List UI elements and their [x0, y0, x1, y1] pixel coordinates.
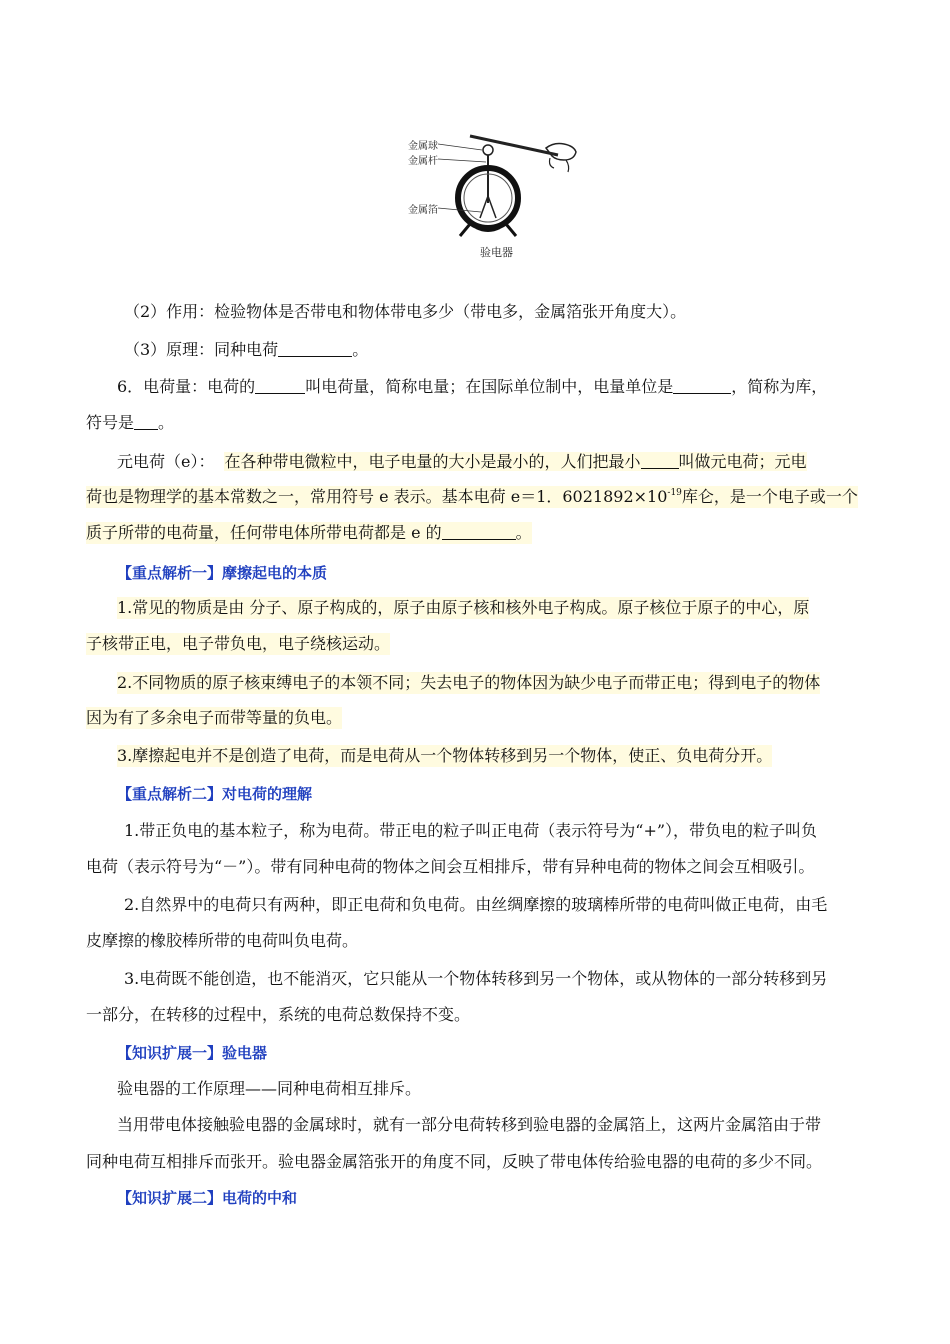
fill-blank[interactable] [278, 340, 352, 357]
text-line-constant [86, 486, 858, 508]
text-line-principle [124, 339, 368, 361]
paragraph-line: 1.常见的物质是由 分子、原子构成的，原子由原子核和核外电子构成。原子核位于原子的中心，原 [117, 598, 810, 617]
text: 叫电荷量，简称电量；在国际单位制中，电量单位是 [305, 377, 674, 396]
text: 库仑，是一个电子或一个 [681, 487, 858, 506]
figure-label-rod: 金属杆 [408, 156, 438, 167]
text: 。 [515, 523, 532, 542]
paragraph-line: 同种电荷互相排斥而张开。验电器金属箔张开的角度不同，反映了带电体传给验电器的电荷的多少不同。 [86, 1152, 823, 1171]
text: ，简称为库， [731, 377, 828, 396]
section-heading-charge: 【重点解析二】对电荷的理解 [117, 785, 313, 803]
text: 6．电荷量：电荷的 [117, 377, 256, 396]
text: 荷也是物理学的基本常数之一，常用符号 e 表示。基本电荷 e＝1．6021892×10 [86, 487, 668, 506]
fill-blank[interactable] [641, 452, 679, 469]
text: 质子所带的电荷量，任何带电体所带电荷都是 e 的 [86, 523, 442, 542]
text: 在各种带电微粒中，电子电量的大小是最小的，人们把最小 [224, 452, 641, 471]
fill-blank[interactable] [255, 377, 305, 394]
paragraph-line: 电荷（表示符号为“－”）。带有同种电荷的物体之间会互相排斥，带有异种电荷的物体之间会互相吸引。 [86, 857, 815, 876]
text: （2）作用：检验物体是否带电和物体带电多少（带电多，金属箔张开角度大）。 [124, 302, 687, 321]
text: 。 [352, 340, 369, 359]
exponent: -19 [667, 488, 682, 498]
text: （3）原理：同种电荷 [124, 340, 279, 359]
text-line-proton [86, 522, 532, 544]
section-heading-neutralization: 【知识扩展二】电荷的中和 [117, 1189, 298, 1207]
text: 符号是 [86, 413, 135, 432]
paragraph-line: 一部分，在转移的过程中，系统的电荷总数保持不变。 [86, 1005, 471, 1024]
paragraph-line: 2.自然界中的电荷只有两种，即正电荷和负电荷。由丝绸摩擦的玻璃棒所带的电荷叫做正电荷，由毛 [124, 895, 828, 914]
paragraph-line: 3.电荷既不能创造，也不能消灭，它只能从一个物体转移到另一个物体，或从物体的一部分转移到另 [124, 969, 828, 988]
paragraph-line: 皮摩擦的橡胶棒所带的电荷叫负电荷。 [86, 931, 359, 950]
text-line-symbol [86, 412, 174, 434]
paragraph-line: 3.摩擦起电并不是创造了电荷，而是电荷从一个物体转移到另一个物体，使正、负电荷分开。 [117, 746, 773, 765]
text: 叫做元电荷；元电 [678, 452, 807, 471]
section-heading-friction: 【重点解析一】摩擦起电的本质 [117, 564, 328, 582]
text-line-elementary-charge [117, 451, 807, 473]
figure-caption: 验电器 [480, 246, 513, 259]
paragraph-line: 1.带正负电的基本粒子，称为电荷。带正电的粒子叫正电荷（表示符号为“+”），带负电的粒子叫负 [124, 821, 818, 840]
figure-label-ball: 金属球 [408, 141, 438, 152]
figure-label-leaf: 金属箔 [408, 205, 438, 216]
fill-blank[interactable] [134, 413, 158, 430]
text-line-function [124, 301, 686, 323]
section-heading-electroscope: 【知识扩展一】验电器 [117, 1044, 268, 1062]
fill-blank[interactable] [673, 377, 731, 394]
text: 元电荷（e）： [117, 452, 215, 471]
paragraph-line: 当用带电体接触验电器的金属球时，就有一部分电荷转移到验电器的金属箔上，这两片金属箔由于带 [117, 1115, 822, 1134]
paragraph-line: 因为有了多余电子而带等量的负电。 [86, 708, 343, 727]
paragraph-line: 验电器的工作原理——同种电荷相互排斥。 [117, 1079, 422, 1098]
text: 。 [158, 413, 175, 432]
electroscope-figure [408, 128, 588, 268]
paragraph-line: 2.不同物质的原子核束缚电子的本领不同；失去电子的物体因为缺少电子而带正电；得到电子的物体 [117, 673, 821, 692]
fill-blank[interactable] [442, 523, 516, 540]
text-line-charge-amount [117, 376, 827, 398]
paragraph-line: 子核带正电，电子带负电，电子绕核运动。 [86, 634, 391, 653]
